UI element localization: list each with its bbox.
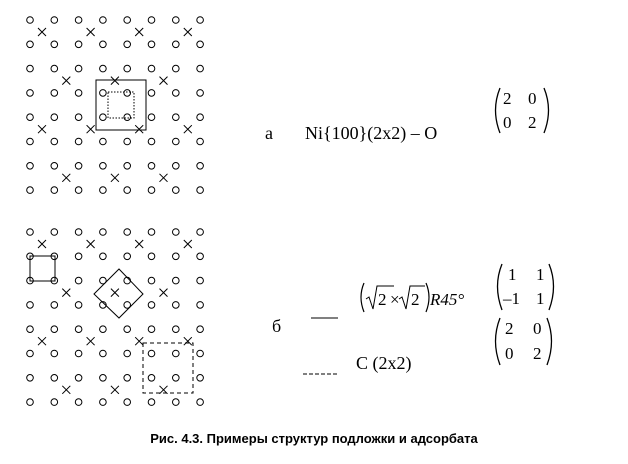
- adsorbate-atom: [184, 125, 192, 133]
- substrate-atom: [173, 41, 180, 48]
- substrate-atom: [148, 17, 155, 24]
- substrate-atom: [100, 17, 107, 24]
- matrix-a-cell: 0: [528, 89, 537, 108]
- substrate-atom: [197, 277, 204, 284]
- adsorbate-atom: [135, 337, 143, 345]
- adsorbate-atom: [135, 28, 143, 36]
- substrate-atom: [173, 65, 180, 72]
- matrix-c-cell: 0: [505, 344, 514, 363]
- substrate-atom: [173, 114, 180, 121]
- substrate-atom: [173, 229, 180, 236]
- substrate-atom: [197, 163, 204, 170]
- substrate-atom: [197, 187, 204, 194]
- substrate-atom: [124, 90, 131, 97]
- unit-cell-1x1-dotted: [108, 92, 134, 118]
- substrate-atom: [148, 114, 155, 121]
- substrate-atom: [197, 229, 204, 236]
- substrate-atom: [27, 65, 34, 72]
- substrate-atom: [27, 187, 34, 194]
- substrate-atom: [100, 41, 107, 48]
- substrate-atom: [148, 399, 155, 406]
- dashed-cell-label: C (2x2): [356, 353, 412, 373]
- substrate-atom: [148, 229, 155, 236]
- adsorbate-atom: [160, 289, 168, 297]
- adsorbate-atom: [184, 337, 192, 345]
- matrix-a-cell: 2: [503, 89, 512, 108]
- substrate-atom: [124, 17, 131, 24]
- substrate-atom: [27, 326, 34, 333]
- substrate-atom: [27, 302, 34, 309]
- substrate-atom: [173, 277, 180, 284]
- adsorbate-atom: [111, 386, 119, 394]
- substrate-atom: [197, 302, 204, 309]
- substrate-atom: [124, 326, 131, 333]
- substrate-atom: [51, 399, 58, 406]
- unit-cell-2x2-solid: [96, 80, 146, 130]
- substrate-atom: [148, 253, 155, 260]
- adsorbate-atom: [87, 240, 95, 248]
- panel-b-label: б: [272, 316, 282, 336]
- rotation-suffix: R45°: [430, 290, 465, 309]
- substrate-atom: [100, 187, 107, 194]
- substrate-atom: [173, 187, 180, 194]
- matrix-a-cell: 0: [503, 113, 512, 132]
- substrate-atom: [75, 114, 82, 121]
- matrix-b-cell: 1: [536, 289, 545, 308]
- substrate-atom: [148, 65, 155, 72]
- substrate-atom: [124, 41, 131, 48]
- substrate-atom: [75, 399, 82, 406]
- substrate-atom: [100, 90, 107, 97]
- substrate-atom: [197, 253, 204, 260]
- substrate-atom: [148, 138, 155, 145]
- sqrt-operand-right: 2: [411, 290, 420, 309]
- matrix-c-cell: 2: [533, 344, 542, 363]
- substrate-atom: [75, 187, 82, 194]
- matrix-a-cell: 2: [528, 113, 537, 132]
- substrate-atom: [173, 17, 180, 24]
- substrate-atom: [75, 277, 82, 284]
- substrate-atom: [197, 399, 204, 406]
- adsorbate-atom: [62, 289, 70, 297]
- matrix-a: [496, 88, 549, 133]
- substrate-atom: [124, 65, 131, 72]
- substrate-atom: [51, 187, 58, 194]
- substrate-atom: [51, 17, 58, 24]
- substrate-atom: [148, 277, 155, 284]
- substrate-atom: [75, 65, 82, 72]
- substrate-atom: [124, 399, 131, 406]
- adsorbate-atom: [87, 28, 95, 36]
- substrate-atom: [75, 138, 82, 145]
- substrate-atom: [197, 350, 204, 357]
- substrate-atom: [173, 138, 180, 145]
- substrate-atom: [124, 187, 131, 194]
- substrate-atom: [100, 114, 107, 121]
- adsorbate-atom: [135, 125, 143, 133]
- substrate-atom: [75, 163, 82, 170]
- substrate-atom: [197, 375, 204, 382]
- substrate-atom: [27, 163, 34, 170]
- substrate-atom: [100, 229, 107, 236]
- substrate-atom: [173, 350, 180, 357]
- adsorbate-atom: [160, 174, 168, 182]
- substrate-atom: [51, 229, 58, 236]
- sqrt-formula: [361, 283, 464, 312]
- adsorbate-atom: [38, 125, 46, 133]
- substrate-atom: [27, 138, 34, 145]
- substrate-atom: [51, 90, 58, 97]
- substrate-atom: [148, 350, 155, 357]
- substrate-atom: [75, 17, 82, 24]
- substrate-atom: [100, 65, 107, 72]
- substrate-atom: [124, 375, 131, 382]
- adsorbate-atom: [38, 337, 46, 345]
- substrate-atom: [75, 350, 82, 357]
- substrate-atom: [173, 375, 180, 382]
- substrate-atom: [27, 350, 34, 357]
- matrix-b-cell: –1: [503, 289, 520, 308]
- unit-cell-sqrt2-rotated: [94, 269, 143, 318]
- times-sign: ×: [390, 290, 400, 309]
- adsorbate-atom: [87, 337, 95, 345]
- substrate-atom: [124, 163, 131, 170]
- substrate-atom: [100, 399, 107, 406]
- adsorbate-atom: [87, 125, 95, 133]
- sqrt-operand-left: 2: [378, 290, 387, 309]
- substrate-atom: [148, 163, 155, 170]
- substrate-atom: [75, 229, 82, 236]
- substrate-atom: [27, 17, 34, 24]
- substrate-atom: [100, 138, 107, 145]
- substrate-atom: [27, 399, 34, 406]
- substrate-atom: [173, 326, 180, 333]
- panel-a-formula: Ni{100}(2x2) – O: [305, 123, 438, 143]
- substrate-atom: [197, 90, 204, 97]
- substrate-atom: [100, 350, 107, 357]
- substrate-atom: [75, 90, 82, 97]
- matrix-b-dashed: [496, 318, 552, 365]
- panel-a-label: а: [265, 123, 273, 143]
- unit-cell-1x1-solid-b: [30, 256, 55, 281]
- matrix-b-rotated: [498, 264, 554, 310]
- substrate-atom: [51, 114, 58, 121]
- substrate-atom: [148, 302, 155, 309]
- lattice-panel-a: [27, 17, 204, 194]
- substrate-atom: [51, 65, 58, 72]
- substrate-atom: [173, 302, 180, 309]
- substrate-atom: [124, 229, 131, 236]
- adsorbate-atom: [111, 174, 119, 182]
- substrate-atom: [75, 253, 82, 260]
- substrate-atom: [197, 41, 204, 48]
- adsorbate-atom: [62, 77, 70, 85]
- substrate-atom: [27, 90, 34, 97]
- substrate-atom: [27, 375, 34, 382]
- substrate-atom: [197, 17, 204, 24]
- adsorbate-atom: [111, 289, 119, 297]
- substrate-atom: [148, 41, 155, 48]
- substrate-atom: [197, 326, 204, 333]
- substrate-atom: [124, 114, 131, 121]
- substrate-atom: [173, 253, 180, 260]
- adsorbate-atom: [160, 77, 168, 85]
- substrate-atom: [51, 138, 58, 145]
- substrate-atom: [51, 350, 58, 357]
- adsorbate-atom: [62, 174, 70, 182]
- substrate-atom: [124, 350, 131, 357]
- substrate-atom: [100, 163, 107, 170]
- substrate-atom: [173, 90, 180, 97]
- substrate-atom: [148, 90, 155, 97]
- substrate-atom: [51, 41, 58, 48]
- substrate-atom: [51, 326, 58, 333]
- substrate-atom: [173, 399, 180, 406]
- adsorbate-atom: [111, 77, 119, 85]
- substrate-atom: [197, 138, 204, 145]
- substrate-atom: [100, 326, 107, 333]
- substrate-atom: [27, 229, 34, 236]
- substrate-atom: [148, 326, 155, 333]
- substrate-atom: [75, 41, 82, 48]
- substrate-atom: [51, 163, 58, 170]
- matrix-c-cell: 0: [533, 319, 542, 338]
- substrate-atom: [100, 375, 107, 382]
- adsorbate-atom: [38, 240, 46, 248]
- adsorbate-atom: [62, 386, 70, 394]
- substrate-atom: [197, 65, 204, 72]
- substrate-atom: [27, 41, 34, 48]
- substrate-atom: [51, 302, 58, 309]
- substrate-atom: [100, 253, 107, 260]
- adsorbate-atom: [184, 240, 192, 248]
- matrix-b-cell: 1: [536, 265, 545, 284]
- substrate-atom: [148, 375, 155, 382]
- substrate-atom: [75, 375, 82, 382]
- substrate-atom: [75, 326, 82, 333]
- substrate-atom: [197, 114, 204, 121]
- adsorbate-atom: [184, 28, 192, 36]
- adsorbate-atom: [38, 28, 46, 36]
- substrate-atom: [27, 114, 34, 121]
- matrix-b-cell: 1: [508, 265, 517, 284]
- matrix-c-cell: 2: [505, 319, 514, 338]
- figure-caption: Рис. 4.3. Примеры структур подложки и адсорбата: [150, 431, 478, 446]
- substrate-atom: [124, 138, 131, 145]
- substrate-atom: [148, 187, 155, 194]
- substrate-atom: [124, 253, 131, 260]
- substrate-atom: [75, 302, 82, 309]
- adsorbate-atom: [135, 240, 143, 248]
- lattice-panel-b: [27, 229, 204, 406]
- substrate-atom: [173, 163, 180, 170]
- substrate-atom: [51, 375, 58, 382]
